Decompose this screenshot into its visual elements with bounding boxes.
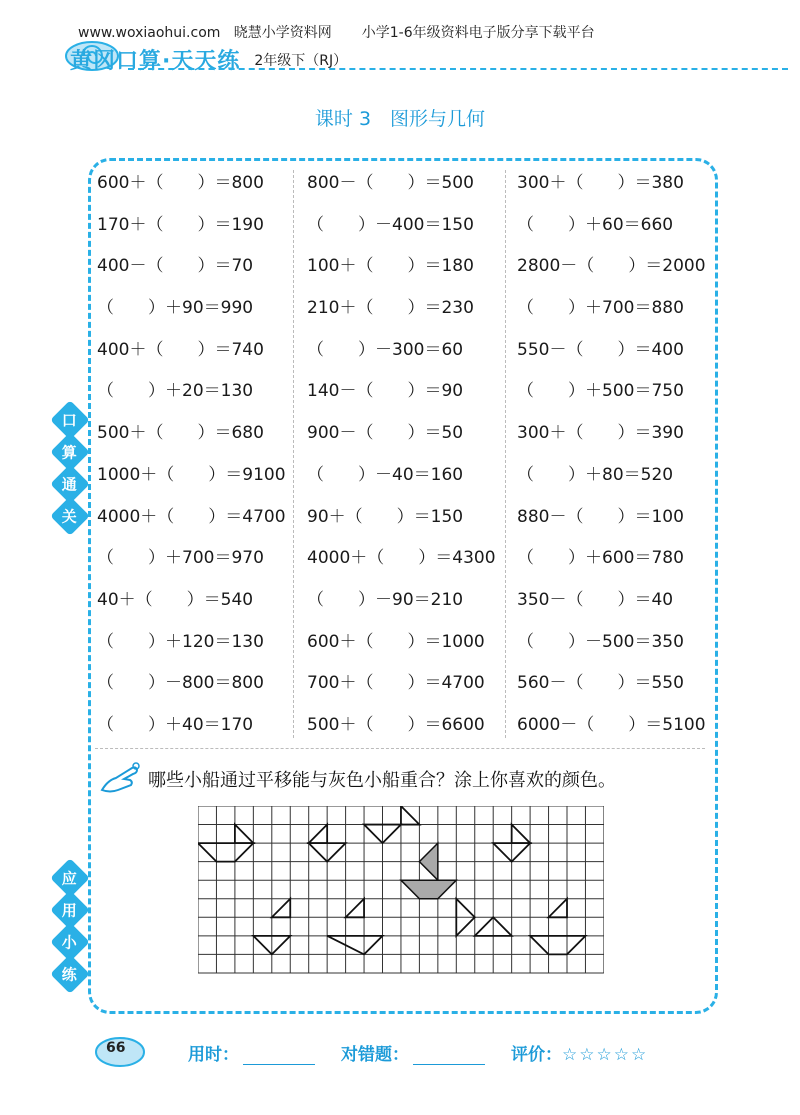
brand-title: 黄冈口算·天天练 — [70, 49, 241, 74]
footer-bar — [188, 1040, 648, 1065]
page-number: 66 — [106, 1040, 126, 1056]
calc-item[interactable]: 90＋（ ）＝150 — [307, 506, 464, 527]
site-name: 晓慧小学资料网 — [233, 25, 332, 41]
label-char: 关 — [50, 496, 90, 536]
calc-item[interactable]: 500＋（ ）＝680 — [97, 423, 264, 444]
calc-item[interactable]: （ ）－300＝60 — [307, 339, 464, 360]
label-char: 通 — [50, 464, 90, 504]
calc-item[interactable]: 550－（ ）＝400 — [517, 339, 684, 360]
calc-item[interactable]: （ ）＋20＝130 — [97, 381, 254, 402]
calc-item[interactable]: （ ）＋60＝660 — [517, 214, 674, 235]
calc-column — [517, 170, 707, 754]
header-site-line — [78, 22, 595, 42]
oral-practice-label — [56, 404, 84, 532]
calc-item[interactable]: （ ）＋700＝880 — [517, 298, 684, 319]
calc-item[interactable]: 2800－（ ）＝2000 — [517, 256, 706, 277]
calc-column — [307, 170, 517, 754]
calc-item[interactable]: （ ）－500＝350 — [517, 631, 684, 652]
calc-item[interactable]: （ ）－40＝160 — [307, 464, 464, 485]
calc-item[interactable]: （ ）－800＝800 — [97, 673, 264, 694]
calc-item[interactable]: 140－（ ）＝90 — [307, 381, 464, 402]
calc-item[interactable]: 300＋（ ）＝390 — [517, 423, 684, 444]
calc-item[interactable]: （ ）＋40＝170 — [97, 714, 254, 735]
calc-item[interactable]: 4000＋（ ）＝4700 — [97, 506, 286, 527]
calc-item[interactable]: （ ）＋700＝970 — [97, 548, 264, 569]
brand-bar — [70, 44, 347, 75]
question-text: 哪些小船通过平移能与灰色小船重合？涂上你喜欢的颜色。 — [148, 770, 616, 791]
calc-item[interactable]: 1000＋（ ）＝9100 — [97, 464, 286, 485]
lesson-title: 课时 3 图形与几何 — [314, 108, 486, 130]
boat-grid[interactable] — [198, 806, 604, 976]
rating-stars[interactable]: ☆☆☆☆☆ — [562, 1045, 649, 1065]
calc-item[interactable]: 300＋（ ）＝380 — [517, 173, 684, 193]
calc-item[interactable]: （ ）＋120＝130 — [97, 631, 264, 652]
calc-item[interactable]: （ ）＋600＝780 — [517, 548, 684, 569]
application-practice-label — [56, 862, 84, 990]
label-char: 用 — [50, 890, 90, 930]
header-divider — [128, 68, 788, 70]
calc-item[interactable]: （ ）＋90＝990 — [97, 298, 254, 319]
calc-item[interactable]: （ ）＋80＝520 — [517, 464, 674, 485]
calc-item[interactable]: 500＋（ ）＝6600 — [307, 714, 485, 735]
time-label: 用时： — [188, 1045, 239, 1065]
calc-item[interactable]: 900－（ ）＝50 — [307, 423, 464, 444]
time-blank[interactable] — [243, 1050, 315, 1065]
calc-item[interactable]: 700＋（ ）＝4700 — [307, 673, 485, 694]
label-char: 算 — [50, 432, 90, 472]
calc-item[interactable]: 100＋（ ）＝180 — [307, 256, 474, 277]
errors-label: 对错题： — [341, 1045, 409, 1065]
calc-item[interactable]: 210＋（ ）＝230 — [307, 298, 474, 319]
calc-item[interactable]: （ ）－400＝150 — [307, 214, 474, 235]
gray-boat — [401, 843, 456, 899]
platform-text: 小学1-6年级资料电子版分享下载平台 — [361, 25, 595, 41]
label-char: 小 — [50, 922, 90, 962]
calc-column — [97, 170, 307, 754]
calc-item[interactable]: 800－（ ）＝500 — [307, 173, 474, 193]
calc-item[interactable]: 880－（ ）＝100 — [517, 506, 684, 527]
calc-item[interactable]: 170＋（ ）＝190 — [97, 214, 264, 235]
calc-item[interactable]: （ ）＋500＝750 — [517, 381, 684, 402]
calc-item[interactable]: 600＋（ ）＝1000 — [307, 631, 485, 652]
calc-item[interactable]: 600＋（ ）＝800 — [97, 173, 264, 193]
site-url: www.woxiaohui.com — [78, 25, 221, 41]
calc-item[interactable]: 400＋（ ）＝740 — [97, 339, 264, 360]
calc-item[interactable]: 6000－（ ）＝5100 — [517, 714, 706, 735]
errors-blank[interactable] — [413, 1050, 485, 1065]
rating-label: 评价： — [511, 1045, 562, 1065]
calc-item[interactable]: 400－（ ）＝70 — [97, 256, 254, 277]
label-char: 口 — [50, 400, 90, 440]
pointing-hand-icon — [98, 760, 142, 796]
calc-item[interactable]: 4000＋（ ）＝4300 — [307, 548, 496, 569]
calc-item[interactable]: （ ）－90＝210 — [307, 589, 464, 610]
calc-item[interactable]: 40＋（ ）＝540 — [97, 589, 254, 610]
calculation-grid — [97, 170, 707, 754]
label-char: 应 — [50, 858, 90, 898]
calc-item[interactable]: 350－（ ）＝40 — [517, 589, 674, 610]
calc-item[interactable]: 560－（ ）＝550 — [517, 673, 684, 694]
grade-label: 2年级下（RJ） — [254, 52, 348, 69]
label-char: 练 — [50, 954, 90, 994]
